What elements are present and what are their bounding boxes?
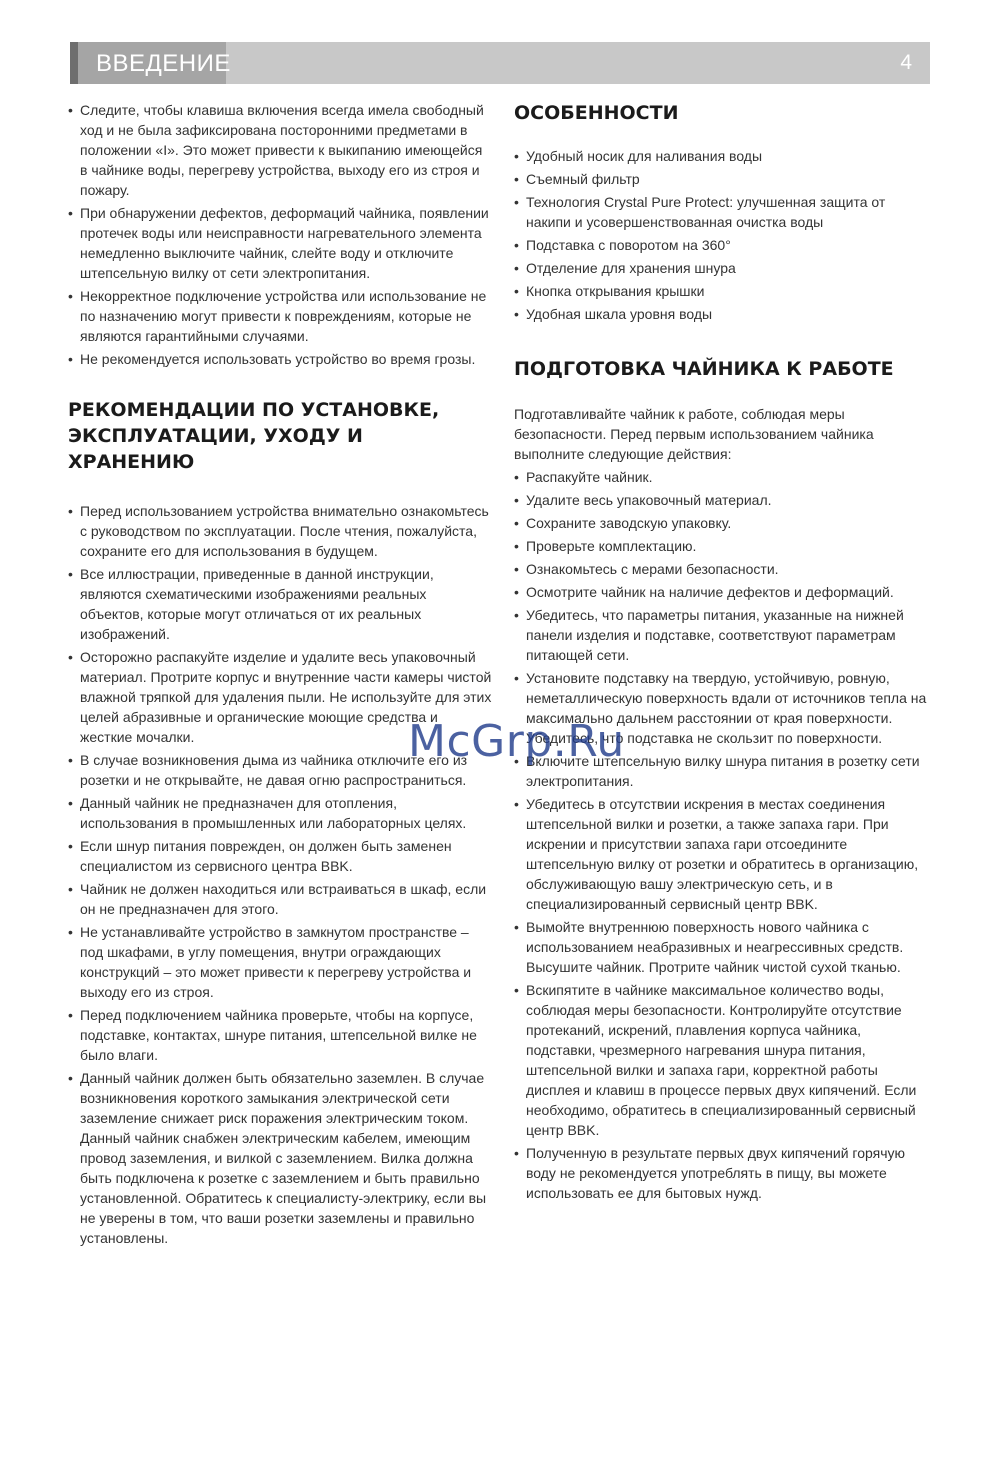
features-heading: ОСОБЕННОСТИ xyxy=(514,102,679,124)
list-item: • Перед использованием устройства внимательно ознакомьтесь с руководством по эксплуатации. После чтения, пожалуйста, сохраните его для использования в будущем. xyxy=(68,501,493,561)
list-item: • Кнопка открывания крышки xyxy=(514,281,934,301)
list-item: • Ознакомьтесь с мерами безопасности. xyxy=(514,559,934,579)
list-item: • Некорректное подключение устройства или использование не по назначению могут привести к повреждениям, которые не являются гарантийными случаями. xyxy=(68,286,493,346)
list-item: • Осторожно распакуйте изделие и удалите весь упаковочный материал. Протрите корпус и внутренние части камеры чистой влажной тряпкой для удаления пыли. Не используйте для этих целей абразивные и органические моющие средства и жесткие мочалки. xyxy=(68,647,493,747)
list-item: • Вскипятите в чайнике максимальное количество воды, соблюдая меры безопасности. Контролируйте отсутствие протеканий, искрений, плавления корпуса чайника, подставки, чрезмерного нагревания шнура питания, штепсельной вилки и запаха гари, корректной работы дисплея и клавиш в процессе первых двух кипячений. Если необходимо, обратитесь в специализированный сервисный центр BBK. xyxy=(514,980,934,1140)
list-item: • Данный чайник не предназначен для отопления, использования в промышленных или лабораторных целях. xyxy=(68,793,493,833)
list-item: • Вымойте внутреннюю поверхность нового чайника с использованием неабразивных и неагрессивных средств. Высушите чайник. Протрите чайник чистой сухой тканью. xyxy=(514,917,934,977)
list-item: • Следите, чтобы клавиша включения всегда имела свободный ход и не была зафиксирована посторонними предметами в положении «I». Это может привести к выкипанию имеющейся в чайнике воды, перегреву устройства, выходу его из строя и пожару. xyxy=(68,100,493,200)
list-item: • Технология Crystal Pure Protect: улучшенная защита от накипи и усовершенствованная очистка воды xyxy=(514,192,934,232)
recommendations-heading-line2: ЭКСПЛУАТАЦИИ, УХОДУ И ХРАНЕНИЮ xyxy=(68,425,363,473)
list-item: • Проверьте комплектацию. xyxy=(514,536,934,556)
prep-intro: Подготавливайте чайник к работе, соблюдая меры безопасности. Перед первым использованием чайника выполните следующие действия: xyxy=(514,406,874,462)
list-item: • Подставка с поворотом на 360° xyxy=(514,235,934,255)
list-item: • Перед подключением чайника проверьте, чтобы на корпусе, подставке, контактах, шнуре питания, штепсельной вилке не было влаги. xyxy=(68,1005,493,1065)
intro-list xyxy=(68,100,493,369)
recommendations-heading xyxy=(68,397,493,475)
list-item: • Установите подставку на твердую, устойчивую, ровную, неметаллическую поверхность вдали от источников тепла на максимально дальнем расстоянии от края поверхности. Убедитесь, что подставка не скользит по поверхности. xyxy=(514,668,934,748)
page-number: 4 xyxy=(900,51,912,74)
section-title: ВВЕДЕНИЕ xyxy=(96,50,231,77)
list-item: • При обнаружении дефектов, деформаций чайника, появлении протечек воды или неисправности нагревательного элемента немедленно выключите чайник, слейте воду и отключите штепсельную вилку от сети электропитания. xyxy=(68,203,493,283)
list-item: • Полученную в результате первых двух кипячений горячую воду не рекомендуется употреблять в пищу, вы можете использовать ее для бытовых нужд. xyxy=(514,1143,934,1203)
prep-heading: ПОДГОТОВКА ЧАЙНИКА К РАБОТЕ xyxy=(514,358,894,380)
list-item: • Включите штепсельную вилку шнура питания в розетку сети электропитания. xyxy=(514,751,934,791)
left-column xyxy=(68,100,493,1248)
list-item: • Если шнур питания поврежден, он должен быть заменен специалистом из сервисного центра BBK. xyxy=(68,836,493,876)
list-item: • Убедитесь, что параметры питания, указанные на нижней панели изделия и подставке, соответствуют параметрам питающей сети. xyxy=(514,605,934,665)
list-item: • Не рекомендуется использовать устройство во время грозы. xyxy=(68,349,493,369)
list-item: • Не устанавливайте устройство в замкнутом пространстве – под шкафами, в углу помещения, внутри ограждающих конструкций – это может привести к перегреву устройства и выходу его из строя. xyxy=(68,922,493,1002)
list-item: • Все иллюстрации, приведенные в данной инструкции, являются схематическими изображениями реальных объектов, которые могут отличаться от их реальных изображений. xyxy=(68,564,493,644)
list-item: • Удобный носик для наливания воды xyxy=(514,146,934,166)
prep-list xyxy=(514,467,934,1203)
right-column xyxy=(514,100,934,1203)
list-item: • Распакуйте чайник. xyxy=(514,467,934,487)
list-item: • Съемный фильтр xyxy=(514,169,934,189)
recommendations-heading-line1: РЕКОМЕНДАЦИИ ПО УСТАНОВКЕ, xyxy=(68,399,440,421)
list-item: • Данный чайник должен быть обязательно заземлен. В случае возникновения короткого замыкания электрической сети заземление снижает риск поражения электрическим током. Данный чайник снабжен электрическим кабелем, имеющим провод заземления, и вилкой с заземлением. Вилка должна быть подключена к розетке с заземлением и быть правильно установленной. Обратитесь к специалисту-электрику, если вы не уверены в том, что ваши розетки заземлены и правильно установлены. xyxy=(68,1068,493,1248)
list-item: • Отделение для хранения шнура xyxy=(514,258,934,278)
list-item: • В случае возникновения дыма из чайника отключите его из розетки и не открывайте, не давая огню распространиться. xyxy=(68,750,493,790)
features-list xyxy=(514,146,934,324)
list-item: • Удобная шкала уровня воды xyxy=(514,304,934,324)
recommendations-list xyxy=(68,501,493,1248)
page-header xyxy=(70,42,930,84)
list-item: • Осмотрите чайник на наличие дефектов и деформаций. xyxy=(514,582,934,602)
list-item: • Сохраните заводскую упаковку. xyxy=(514,513,934,533)
list-item: • Чайник не должен находиться или встраиваться в шкаф, если он не предназначен для этого. xyxy=(68,879,493,919)
watermark: McGrp.Ru xyxy=(408,716,625,767)
list-item: • Убедитесь в отсутствии искрения в местах соединения штепсельной вилки и розетки, а также запаха гари. При искрении и присутствии запаха гари отсоедините штепсельную вилку от розетки и обратитесь в организацию, обслуживающую вашу электрическую сеть, и в специализированный сервисный центр BBK. xyxy=(514,794,934,914)
section-tab xyxy=(70,42,231,84)
list-item: • Удалите весь упаковочный материал. xyxy=(514,490,934,510)
